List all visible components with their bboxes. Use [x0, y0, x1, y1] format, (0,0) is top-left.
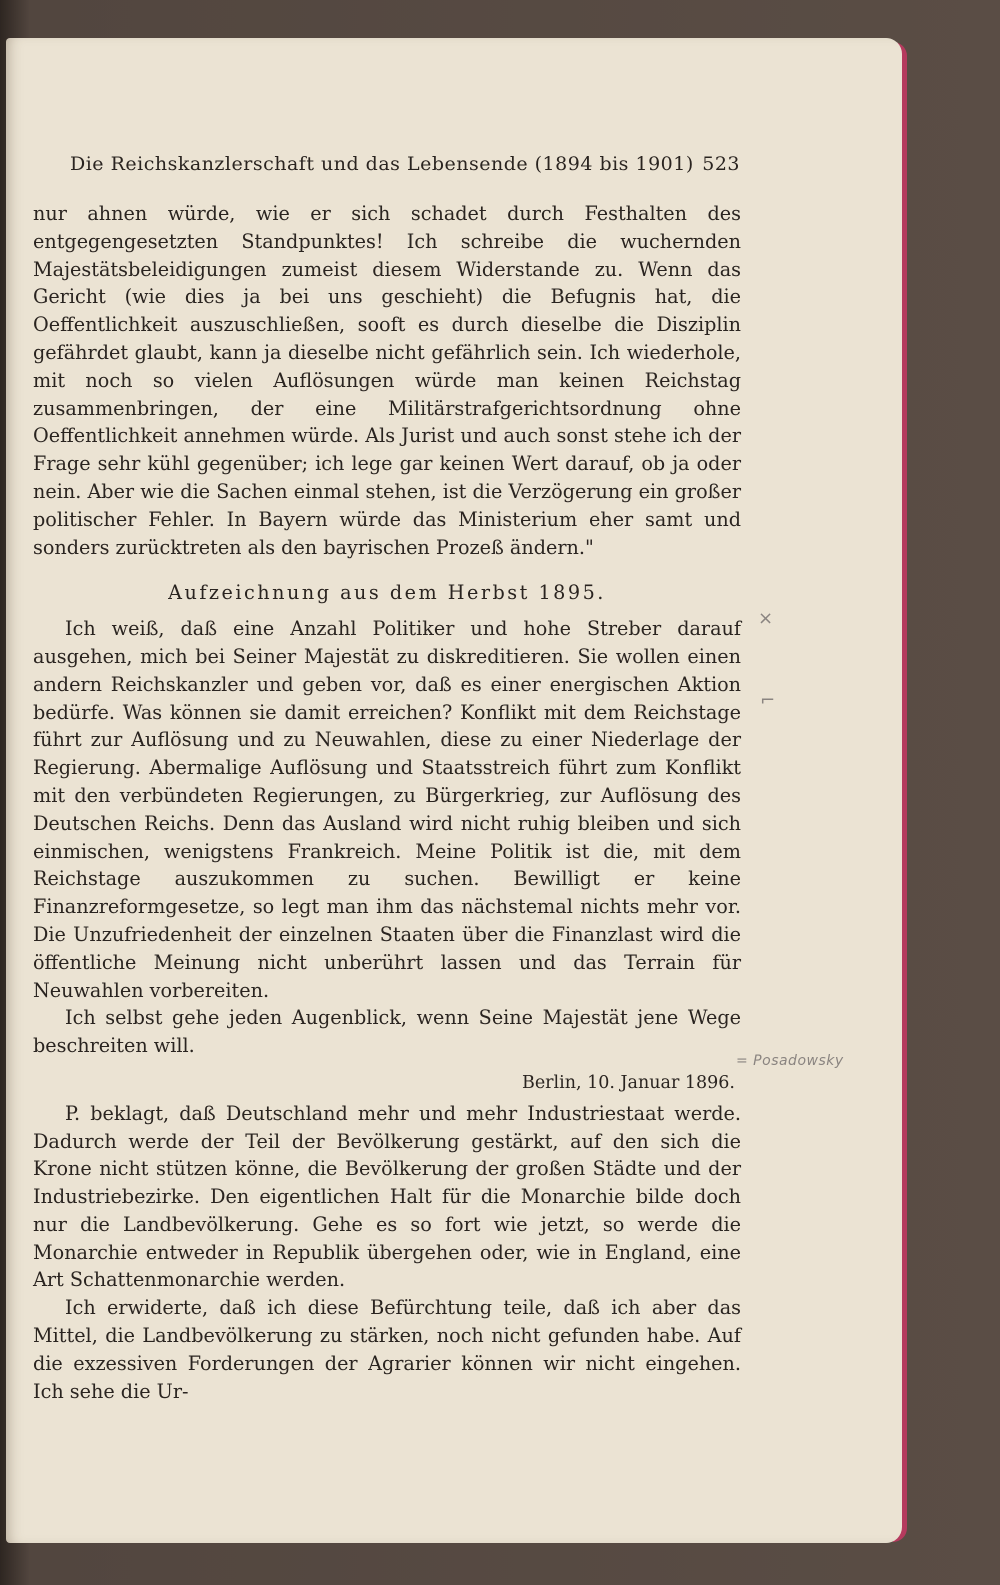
- book-page: [6, 38, 902, 1543]
- paragraph-3: Ich selbst gehe jeden Augenblick, wenn Seine Majestät jene Wege beschreiten will.: [33, 1006, 741, 1058]
- section-title: Aufzeichnung aus dem Herbst 1895.: [168, 581, 606, 605]
- margin-mark-bracket: ⌐: [760, 690, 776, 711]
- margin-note-handwritten: = Posadowsky: [736, 1053, 844, 1069]
- margin-mark-cross: ×: [758, 608, 774, 629]
- paragraph-1: nur ahnen würde, wie er sich schadet durch Festhalten des entgegengesetzten Standpunktes! Ich schreibe die wuchernden Majestätsbeleidigungen zumeist diesem Widerstande zu. Wenn das Gericht (wie dies ja bei uns geschieht) die Befugnis hat, die Oeffentlichkeit auszuschließen, sooft es durch dieselbe die Disziplin gefährdet glaubt, kann ja dieselbe nicht gefährlich sein. Ich wiederhole, mit noch so vielen Auflösungen würde man keinen Reichstag zusammenbringen, der eine Militärstrafgerichtsordnung ohne Oeffentlichkeit annehmen würde. Als Jurist und auch sonst stehe ich der Frage sehr kühl gegenüber; ich lege gar keinen Wert darauf, ob ja oder nein. Aber wie die Sachen einmal stehen, ist die Verzögerung ein großer politischer Fehler. In Bayern würde das Ministerium eher samt und sonders zurücktreten als den bayrischen Prozeß ändern.": [33, 202, 741, 559]
- running-header: [70, 153, 740, 175]
- page-body: [33, 200, 741, 1405]
- paragraph-2: Ich weiß, daß eine Anzahl Politiker und hohe Streber darauf ausgehen, mich bei Seiner Majestät zu diskreditieren. Sie wollen einen andern Reichskanzler und geben vor, daß es einer energischen Aktion bedürfe. Was können sie damit erreichen? Konflikt mit dem Reichstage führt zur Auflösung und zu Neuwahlen, diese zu einer Niederlage der Regierung. Abermalige Auflösung und Staatsstreich führt zum Konflikt mit den verbündeten Regierungen, zu Bürgerkrieg, zur Auflösung des Deutschen Reichs. Denn das Ausland wird nicht ruhig bleiben und sich einmischen, wenigstens Frankreich. Meine Politik ist die, mit dem Reichstage auszukommen zu suchen. Bewilligt er keine Finanzreformgesetze, so legt man ihm das nächstemal nichts mehr vor. Die Unzufriedenheit der einzelnen Staaten über die Finanzlast wird die öffentliche Meinung nicht unberührt lassen und das Terrain für Neuwahlen vorbereiten.: [33, 617, 741, 1002]
- dateline: Berlin, 10. Januar 1896.: [521, 1072, 735, 1093]
- paragraph-4: P. beklagt, daß Deutschland mehr und mehr Industriestaat werde. Dadurch werde der Teil der Bevölkerung gestärkt, auf den sich die Krone nicht stützen könne, die Bevölkerung der großen Städte und der Industriebezirke. Den eigentlichen Halt für die Monarchie bilde doch nur die Landbevölkerung. Gehe es so fort wie jetzt, so werde die Monarchie entweder in Republik übergehen oder, wie in England, eine Art Schattenmonarchie werden.: [33, 1101, 741, 1292]
- page-number: 523: [702, 153, 740, 175]
- header-title: Die Reichskanzlerschaft und das Lebensende (1894 bis 1901): [70, 153, 694, 175]
- paragraph-5: Ich erwiderte, daß ich diese Befürchtung teile, daß ich aber das Mittel, die Landbevölkerung zu stärken, noch nicht gefunden habe. Auf die exzessiven Forderungen der Agrarier können wir nicht eingehen. Ich sehe die Ur-: [33, 1296, 741, 1403]
